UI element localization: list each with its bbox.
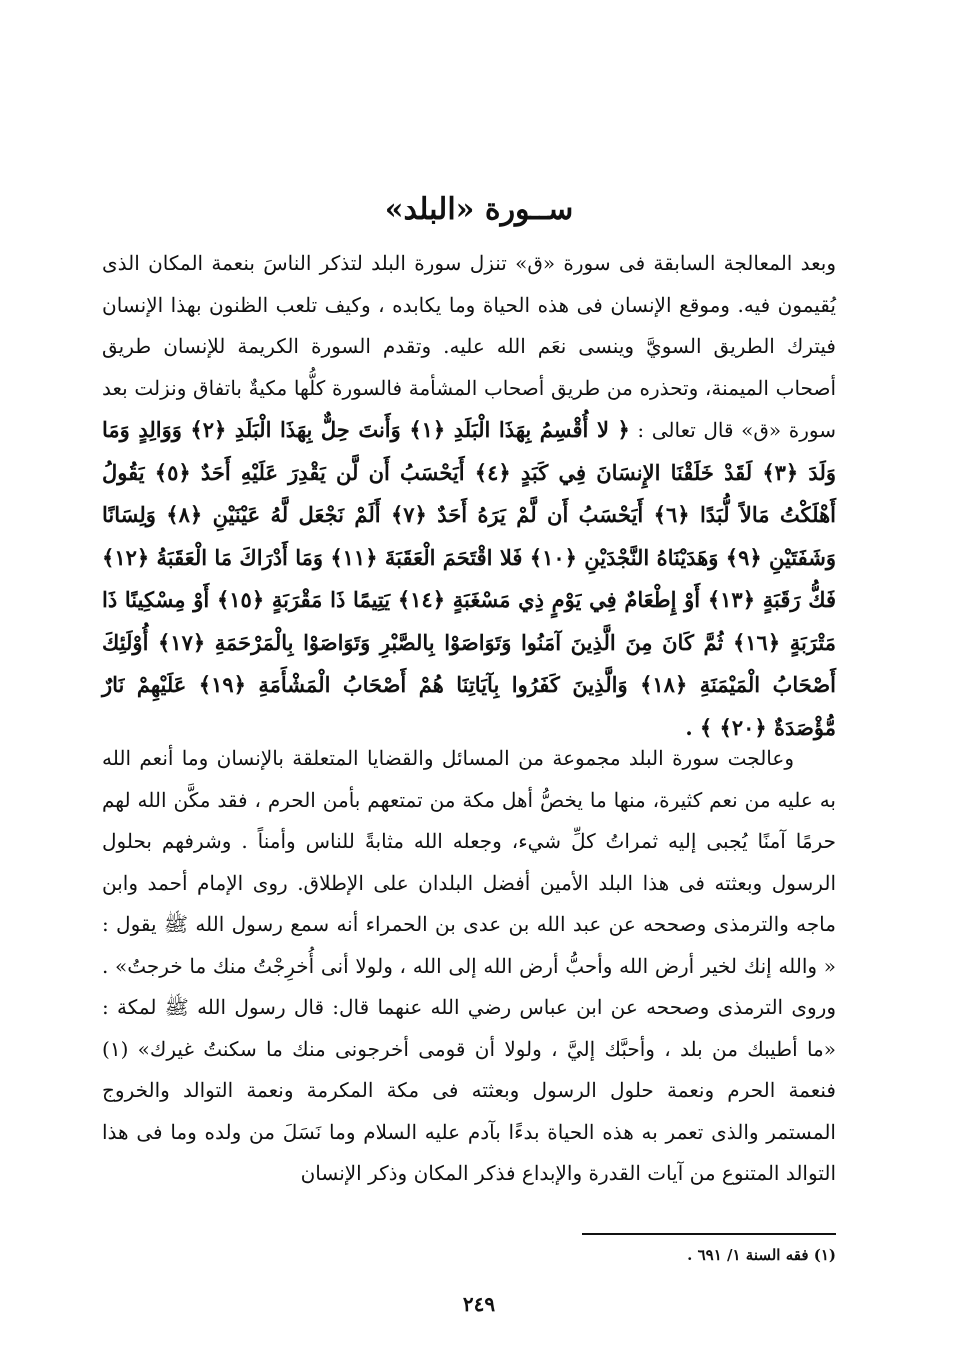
quran-verses: ﴿ لا أُقْسِمُ بِهَذَا الْبَلَدِ ﴿١﴾ وَأَنتَ حِلٌّ بِهَذَا الْبَلَدِ ﴿٢﴾ وَوَالِدٍ وَمَا وَلَدَ ﴿٣﴾ لَقَدْ خَلَقْنَا الإِنسَانَ فِي كَبَدٍ ﴿٤﴾ أَيَحْسَبُ أَن لَّن يَقْدِرَ عَلَيْهِ أَحَدٌ ﴿٥﴾ يَقُولُ أَهْلَكْتُ مَالاً لُّبَدًا ﴿٦﴾ أَيَحْسَبُ أَن لَّمْ يَرَهُ أَحَدٌ ﴿٧﴾ أَلَمْ نَجْعَل لَّهُ عَيْنَيْنِ ﴿٨﴾ وَلِسَانًا وَشَفَتَيْنِ ﴿٩﴾ وَهَدَيْنَاهُ النَّجْدَيْنِ ﴿١٠﴾ فَلا اقْتَحَمَ الْعَقَبَةَ ﴿١١﴾ وَمَا أَدْرَاكَ مَا الْعَقَبَةُ ﴿١٢﴾ فَكُّ رَقَبَةٍ ﴿١٣﴾ أَوْ إِطْعَامٌ فِي يَوْمٍ ذِي مَسْغَبَةٍ ﴿١٤﴾ يَتِيمًا ذَا مَقْرَبَةٍ ﴿١٥﴾ أَوْ مِسْكِينًا ذَا مَتْرَبَةٍ ﴿١٦﴾ ثُمَّ كَانَ مِنَ الَّذِينَ آمَنُوا وَتَوَاصَوْا بِالصَّبْرِ وَتَوَاصَوْا بِالْمَرْحَمَةِ ﴿١٧﴾ أُوْلَئِكَ أَصْحَابُ الْمَيْمَنَةِ ﴿١٨﴾ وَالَّذِينَ كَفَرُوا بِآيَاتِنَا هُمْ أَصْحَابُ الْمَشْأَمَةِ ﴿١٩﴾ عَلَيْهِمْ نَارٌ مُّؤْصَدَةٌ ﴿٢٠﴾ ﴾ . (102, 417, 837, 740)
intro-paragraph (102, 243, 836, 749)
page-number: ٢٤٩ (462, 1292, 496, 1316)
footnote: (١) فقه السنة ١/ ٦٩١ . (687, 1246, 836, 1264)
surah-title: ســورة «البلد» (384, 192, 574, 227)
intro-text: وبعد المعالجة السابقة فى سورة «ق» تنزل سورة البلد لتذكر الناسَ بنعمة المكان الذى يُقيمون فيه. وموقع الإنسان فى هذه الحياة وما يكابده ، وكيف تلعب الظنون بهذا الإنسان فيترك الطريق السويَّ وينسى نعَم الله عليه. وتقدم السورة الكريمة للإنسان طريق أصحاب الميمنة، وتحذره من طريق أصحاب المشأمة فالسورة كلُّها مكيةٌ باتفاق ونزلت بعد سورة «ق» قال تعالى : (102, 251, 836, 442)
body-paragraph: وعالجت سورة البلد مجموعة من المسائل والقضايا المتعلقة بالإنسان وما أنعم الله به عليه من نعم كثيرة، منها ما يخصُّ أهل مكة من تمتعهم بأمن الحرم ، فقد مكَّن الله لهم حرمًا آمنًا يُجبى إليه ثمراتُ كلِّ شيء، وجعله الله مثابةً للناس وأمناً . وشرفهم بحلول الرسول وبعثته فى هذا البلد الأمين أفضل البلدان على الإطلاق. روى الإمام أحمد وابن ماجه والترمذى وصححه عن عبد الله بن عدى بن الحمراء أنه سمع رسول الله ﷺ يقول : « والله إنك لخير أرض الله وأحبُّ أرض الله إلى الله ، ولولا أنى أُخرِجْتُ منك ما خرجتُ» . وروى الترمذى وصححه عن ابن عباس رضي الله عنهما قال: قال رسول الله ﷺ لمكة : «ما أطيبك من بلد ، وأحبَّك إليَّ ، ولولا أن قومى أخرجونى منك ما سكنتُ غيرك» (١) فنعمة الحرم ونعمة حلول الرسول وبعثته فى مكة المكرمة ونعمة التوالد والخروج المستمر والذى تعمر به هذه الحياة بدءًا بآدم عليه السلام وما نَسَلَ من ولده وما فى هذا التوالد المتنوع من آيات القدرة والإبداع فذكر المكان وذكر الإنسان (102, 746, 836, 1185)
footnote-divider (582, 1233, 836, 1235)
